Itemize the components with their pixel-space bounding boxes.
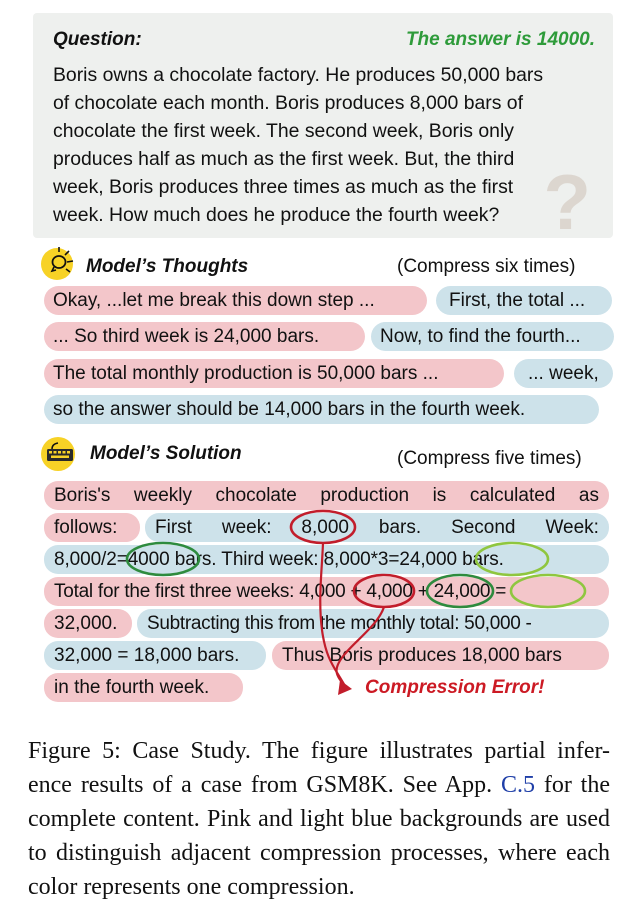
thought-segment: ... So third week is 24,000 bars.: [44, 322, 365, 351]
solution-line: [44, 545, 609, 574]
compression-error-label: Compression Error!: [365, 677, 545, 698]
solution-title: Model’s Solution: [90, 443, 242, 464]
thoughts-title: Model’s Thoughts: [86, 256, 249, 277]
solution-segment: Subtracting this from the monthly total: 50,000 -: [137, 609, 609, 638]
answer-label: The answer is 14000.: [405, 29, 595, 50]
caption-text: Figure 5: Case Study. The figure illustrates partial infer- ence results of a case from GSM8K. See App.: [28, 738, 610, 798]
question-line: week, Boris produces three times as much as the first: [53, 176, 514, 198]
word: production: [320, 485, 410, 506]
thoughts-note: (Compress six times): [397, 256, 576, 277]
question-mark-icon: ?: [543, 158, 591, 246]
question-line: Boris owns a chocolate factory. He produces 50,000 bars: [53, 64, 544, 86]
solution-segment: in the fourth week.: [44, 673, 243, 702]
question-text: [53, 61, 601, 229]
word: week:: [221, 517, 272, 538]
solution-line: [44, 577, 609, 606]
appendix-link[interactable]: C.5: [500, 772, 535, 798]
caption-text: for the complete content. Pink and light blue backgrounds are used to distinguish adjacent compression processes, where each color represents one compression.: [28, 772, 610, 900]
solution-note: (Compress five times): [397, 448, 582, 469]
solution-segment: 32,000.: [44, 609, 132, 638]
question-label: Question:: [53, 29, 142, 50]
word: calculated: [469, 485, 556, 506]
question-line: chocolate the first week. The second week, Boris only: [53, 120, 514, 142]
word: as: [578, 485, 599, 506]
word: Boris's: [54, 485, 111, 506]
question-line: produces half as much as the first week. But, the third: [53, 148, 515, 170]
word: Week:: [545, 517, 599, 538]
solution-segment: Thus Boris produces 18,000 bars: [272, 641, 609, 670]
solution-line: [44, 609, 609, 638]
word: is: [432, 485, 447, 506]
lightbulb-icon: [38, 244, 78, 282]
solution-line: [44, 481, 609, 510]
word: chocolate: [215, 485, 297, 506]
solution-segment: follows:: [44, 513, 140, 542]
thought-segment: Okay, ...let me break this down step ...: [44, 286, 427, 315]
solution-segment: [44, 481, 609, 510]
solution-segment: [145, 513, 609, 542]
thought-segment: The total monthly production is 50,000 bars ...: [44, 359, 504, 388]
word: 8,000: [301, 517, 349, 538]
word: weekly: [133, 485, 192, 506]
word: bars.: [378, 517, 422, 538]
question-line: week. How much does he produce the fourth week?: [53, 204, 500, 226]
thought-segment: First, the total ...: [436, 286, 612, 315]
solution-segment: Total for the first three weeks: 4,000 + 4,000 + 24,000 =: [44, 577, 609, 606]
figure-caption: [28, 734, 610, 904]
solution-segment: 32,000 = 18,000 bars.: [44, 641, 266, 670]
thought-segment: so the answer should be 14,000 bars in the fourth week.: [44, 395, 599, 424]
keyboard-icon: [38, 434, 80, 472]
question-box: [33, 13, 613, 246]
solution-line: [44, 513, 609, 542]
solution-line: [44, 641, 609, 670]
question-line: of chocolate each month. Boris produces 8,000 bars of: [53, 92, 523, 114]
thought-segment: ... week,: [514, 359, 613, 388]
thought-segment: Now, to find the fourth...: [371, 322, 614, 351]
solution-segment: 8,000/2=4000 bars. Third week: 8,000*3=24,000 bars.: [44, 545, 609, 574]
word: Second: [451, 517, 516, 538]
word: First: [155, 517, 192, 538]
